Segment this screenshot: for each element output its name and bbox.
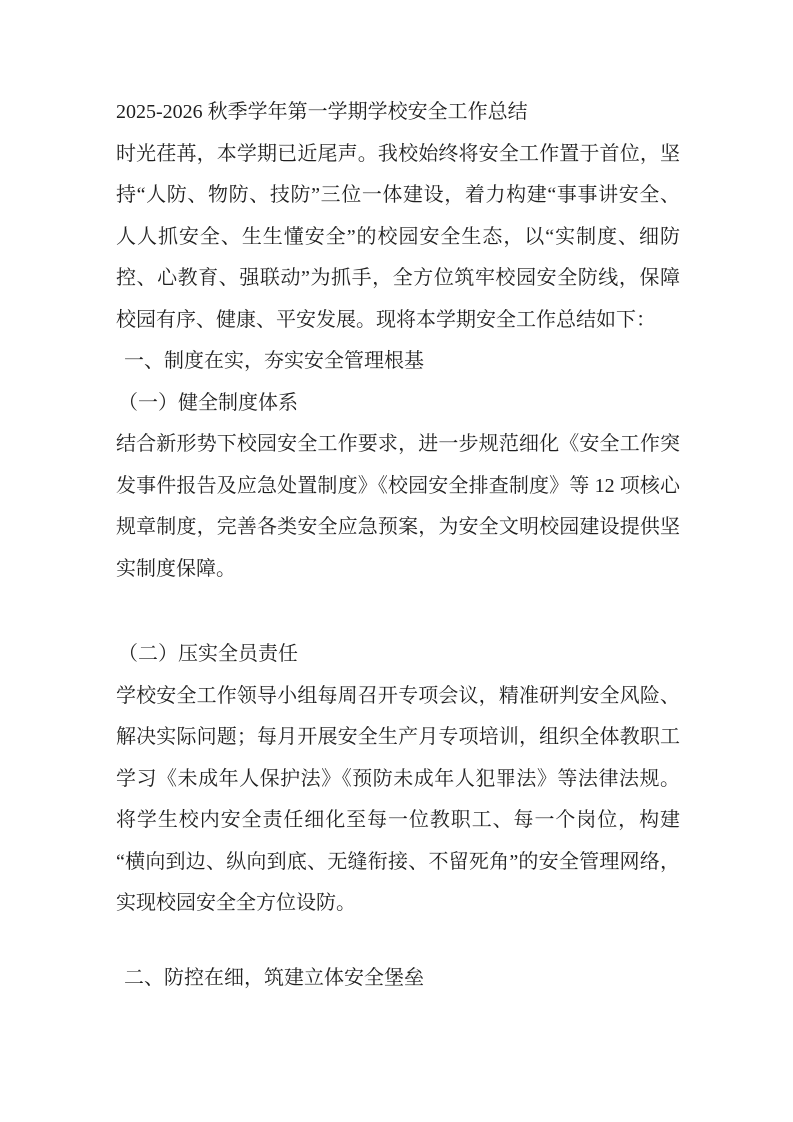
subsection-1-2-heading: （二）压实全员责任 — [118, 643, 298, 665]
section-1-heading: 一、制度在实，夯实安全管理根基 — [124, 350, 424, 372]
subsection-1-1-heading: （一）健全制度体系 — [118, 391, 298, 414]
subsection-1-1-body: 结合新形势下校园安全工作要求，进一步规范细化《安全工作突发事件报告及应急处置制度》《校园安全排查制度》等 12 项核心规章制度，完善各类安全应急预案，为安全文明校园建设提供坚实制度保障。 — [116, 433, 680, 580]
document-title: 2025-2026 秋季学年第一学期学校安全工作总结 — [116, 101, 528, 123]
section-2-heading: 二、防控在细，筑建立体安全堡垒 — [124, 966, 424, 989]
intro-paragraph: 时光荏苒，本学期已近尾声。我校始终将安全工作置于首位，坚持“人防、物防、技防”三位一体建设，着力构建“事事讲安全、人人抓安全、生生懂安全”的校园安全生态，以“实制度、细防控、心教育、强联动”为抓手，全方位筑牢校园安全防线，保障校园有序、健康、平安发展。现将本学期安全工作总结如下： — [116, 142, 680, 331]
subsection-1-2-body: 学校安全工作领导小组每周召开专项会议，精准研判安全风险、解决实际问题；每月开展安全生产月专项培训，组织全体教职工学习《未成年人保护法》《预防未成年人犯罪法》等法律法规。将学生校内安全责任细化至每一位教职工、每一个岗位，构建“横向到边、纵向到底、无缝衔接、不留死角”的安全管理网络，实现校园安全全方位设防。 — [116, 684, 680, 914]
